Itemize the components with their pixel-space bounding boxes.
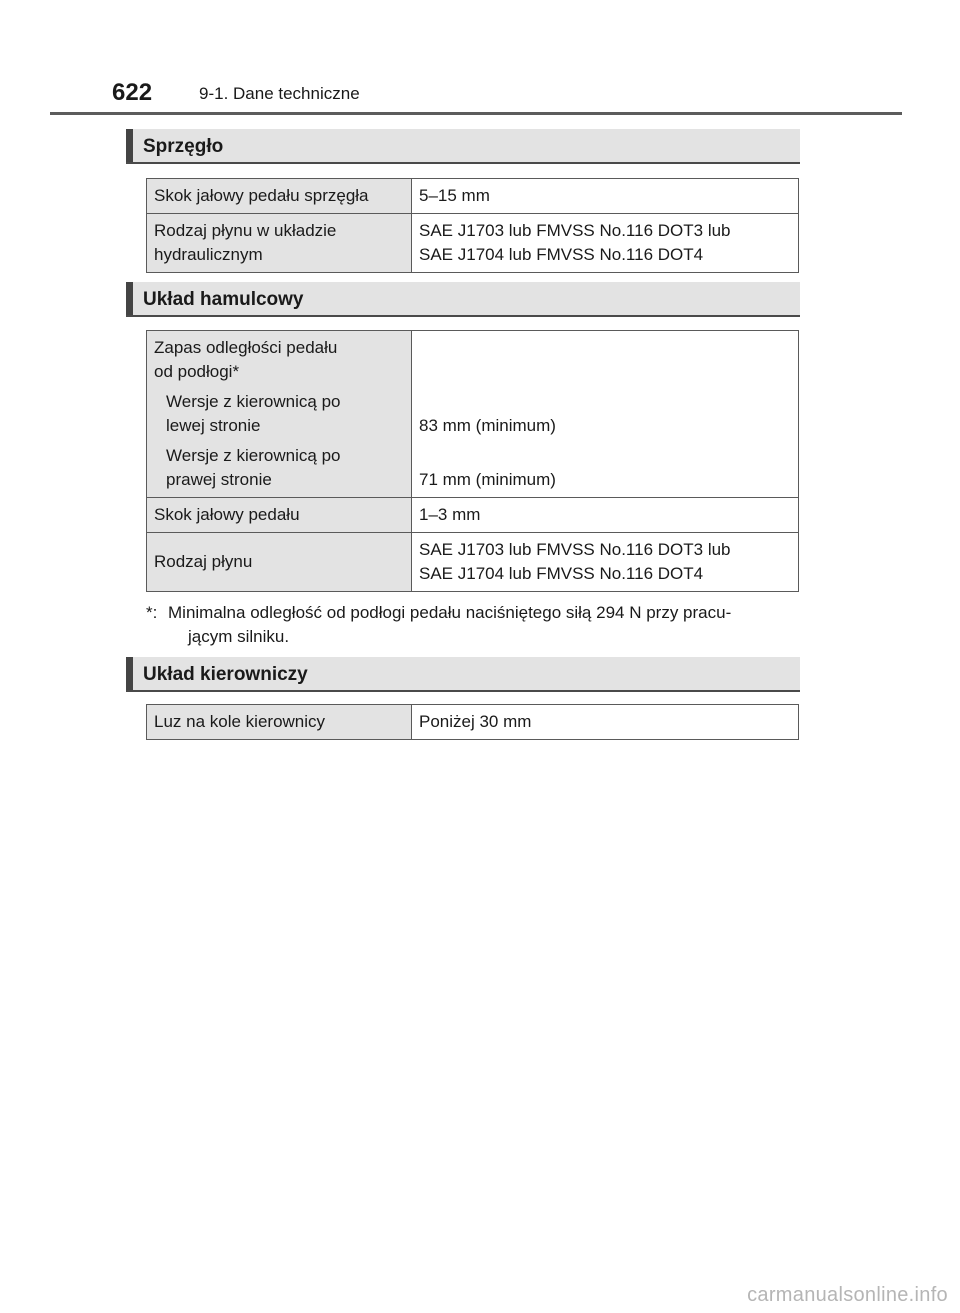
clutch-spec-table [146, 178, 799, 273]
clutch-fluid-label-line: hydraulicznym [154, 245, 263, 264]
section-heading-steering [126, 657, 800, 692]
steering-play-value: Poniżej 30 mm [412, 705, 799, 740]
footnote-line: jącym silniku. [188, 627, 290, 646]
brake-fluid-value-line: SAE J1703 lub FMVSS No.116 DOT3 lub [419, 540, 731, 559]
section-title-brakes: Układ hamulcowy [143, 289, 304, 310]
section-path: 9-1. Dane techniczne [199, 84, 360, 103]
section-heading-brakes [126, 282, 800, 317]
section-accent [126, 657, 133, 690]
section-title-clutch: Sprzęgło [143, 136, 224, 157]
watermark: carmanualsonline.info [747, 1284, 948, 1306]
table-row [147, 533, 799, 592]
brake-fluid-value-line: SAE J1704 lub FMVSS No.116 DOT4 [419, 564, 704, 583]
section-heading-clutch [126, 129, 800, 164]
pedal-reserve-label-line: od podłogi* [154, 362, 240, 381]
brakes-spec-table [146, 330, 799, 592]
lhd-label-line: Wersje z kierownicą po [166, 392, 341, 411]
clutch-fluid-label-line: Rodzaj płynu w układzie [154, 221, 337, 240]
steering-spec-table [146, 704, 799, 740]
rhd-label-line: prawej stronie [166, 470, 272, 489]
pedal-reserve-value [412, 331, 799, 498]
table-row [147, 214, 799, 273]
table-row [147, 331, 799, 498]
clutch-fluid-value [412, 214, 799, 273]
rhd-label-line: Wersje z kierownicą po [166, 446, 341, 465]
header-rule [50, 112, 902, 115]
section-title-steering: Układ kierowniczy [143, 664, 308, 685]
section-accent [126, 282, 133, 315]
brake-fluid-label: Rodzaj płynu [147, 533, 412, 592]
footnote-mark: *: [146, 603, 158, 622]
page-number: 622 [112, 79, 153, 106]
brake-free-play-value: 1–3 mm [412, 498, 799, 533]
pedal-reserve-label-line: Zapas odległości pedału [154, 338, 338, 357]
lhd-value: 83 mm (minimum) [419, 416, 556, 435]
lhd-label-line: lewej stronie [166, 416, 261, 435]
section-accent [126, 129, 133, 162]
clutch-free-play-label: Skok jałowy pedału sprzęgła [147, 179, 412, 214]
footnote-line: Minimalna odległość od podłogi pedału naciśniętego siłą 294 N przy pracu- [168, 603, 732, 622]
clutch-fluid-label [147, 214, 412, 273]
steering-play-label: Luz na kole kierownicy [147, 705, 412, 740]
rhd-value: 71 mm (minimum) [419, 470, 556, 489]
clutch-fluid-value-line: SAE J1704 lub FMVSS No.116 DOT4 [419, 245, 704, 264]
table-row [147, 705, 799, 740]
brake-fluid-value [412, 533, 799, 592]
page-header [0, 0, 960, 115]
table-row [147, 498, 799, 533]
pedal-reserve-label [147, 331, 412, 498]
clutch-fluid-value-line: SAE J1703 lub FMVSS No.116 DOT3 lub [419, 221, 731, 240]
footnote [146, 601, 800, 649]
brake-free-play-label: Skok jałowy pedału [147, 498, 412, 533]
table-row [147, 179, 799, 214]
clutch-free-play-value: 5–15 mm [412, 179, 799, 214]
